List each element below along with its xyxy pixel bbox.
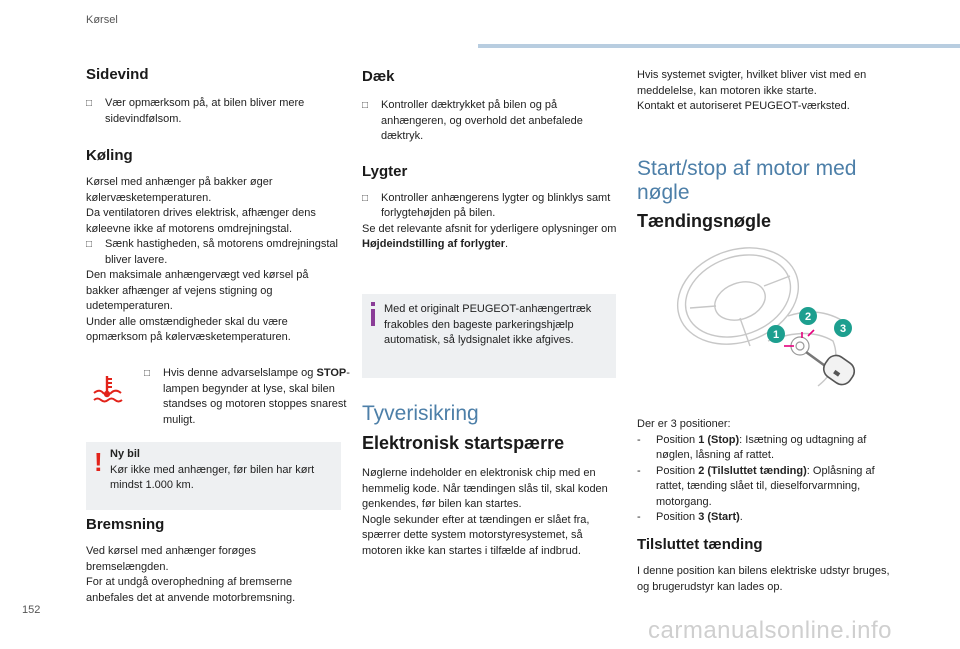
col3-top — [637, 68, 892, 115]
position-arrows-icon — [784, 330, 814, 346]
bullet-marker-icon: □ — [86, 98, 93, 109]
bremsning-title: Bremsning — [86, 516, 165, 533]
col3-p2: Kontakt et autoriseret PEUGEOT-værksted. — [637, 100, 850, 112]
elektronisk-p1: Nøglerne indeholder en elektronisk chip med en hemmelig kode. Når tændingen slås til, skal koden genkendes, før bilen kan startes. — [362, 467, 608, 510]
position-1-label: 1 — [772, 329, 780, 341]
bremsning-section — [86, 516, 341, 606]
info-icon — [368, 302, 378, 326]
lygter-title: Lygter — [362, 162, 408, 180]
col2-top — [362, 68, 617, 253]
bremsning-p1: Ved kørsel med anhænger forøges bremselængden. — [86, 545, 256, 573]
ignition-figure — [668, 246, 878, 396]
running-header: Kørsel — [86, 14, 118, 26]
koling-bullet: □ Sænk hastigheden, så motorens omdrejningstal bliver lavere. — [86, 238, 338, 266]
position-2-label: 2 — [804, 311, 812, 323]
tilsluttet-text: I denne position kan bilens elektriske udstyr bruges, og brugerudstyr kan lades op. — [637, 565, 890, 593]
koling-p1: Kørsel med anhænger på bakker øger kølervæsketemperaturen. — [86, 176, 273, 204]
tilsluttet-title: Tilsluttet tænding — [637, 536, 763, 553]
elektronisk-title: Elektronisk startspærre — [362, 433, 565, 453]
bullet-marker-icon: □ — [362, 100, 369, 111]
tyverisikring-title: Tyverisikring — [362, 402, 479, 425]
position-1-item: - Position 1 (Stop): Isætning og udtagning af nøglen, låsning af rattet. — [637, 433, 867, 461]
position-2-item: - Position 2 (Tilsluttet tænding): Oplåsning af rattet, tænding slået til, dieselforvarmning, motorgang. — [637, 464, 875, 508]
watermark: carmanualsonline.info — [648, 617, 892, 644]
koling-p3: Den maksimale anhængervægt ved kørsel på bakker afhænger af vejens stigning og udetemperaturen. — [86, 269, 309, 312]
koling-p4: Under alle omstændigheder skal du være opmærksom på kølervæsketemperaturen. — [86, 315, 291, 343]
coolant-temperature-icon — [91, 372, 127, 408]
header-line-left — [0, 44, 470, 48]
info-box — [362, 294, 616, 378]
koling-p2: Da ventilatoren drives elektrisk, afhænger dens køleevne ikke af motorens omdrejningstal. — [86, 207, 316, 235]
taendingsnogle-title: Tændingsnøgle — [637, 211, 771, 231]
col1-top — [86, 66, 341, 346]
bullet-marker-icon: □ — [86, 239, 93, 250]
bullet-marker-icon: □ — [362, 192, 369, 204]
ny-bil-text: Ny bil Kør ikke med anhænger, før bilen har kørt mindst 1.000 km. — [110, 448, 315, 491]
warning-lamp-block — [86, 362, 350, 432]
koling-title: Køling — [86, 147, 133, 164]
key-icon — [806, 352, 858, 389]
startstop-title: Start/stop af motor med nøgle — [637, 157, 857, 204]
daek-bullet: □ Kontroller dæktrykket på bilen og på anhængeren, og overhold det anbefalede dæktryk. — [362, 99, 583, 142]
ny-bil-box — [86, 442, 341, 510]
lygter-bullet: □ Kontroller anhængerens lygter og blinklys samt forlygtehøjden på bilen. — [362, 191, 611, 219]
warning-lamp-text: □ Hvis denne advarselslampe og STOP-lampen begynder at lyse, skal bilen standses og motoren stoppes snarest muligt. — [144, 367, 350, 426]
sidevind-bullet: □ Vær opmærksom på, at bilen bliver mere sidevindfølsom. — [86, 97, 305, 125]
position-3-item: - Position 3 (Start). — [637, 511, 743, 523]
lygter-p1: Se det relevante afsnit for yderligere oplysninger om Højdeindstilling af forlygter. — [362, 222, 617, 250]
info-text: Med et originalt PEUGEOT-anhængertræk frakobles den bageste parkeringshjælp automatisk, så lydsignalet ikke afgives. — [384, 303, 592, 346]
tilsluttet-section — [637, 536, 892, 595]
elektronisk-section — [362, 466, 617, 559]
sidevind-title: Sidevind — [86, 66, 149, 83]
exclamation-icon: ! — [94, 447, 103, 477]
bremsning-p2: For at undgå overophedning af bremserne anbefales det at anvende motorbremsning. — [86, 576, 296, 604]
positions-section — [637, 417, 892, 526]
page-number: 152 — [22, 604, 41, 616]
bullet-marker-icon: □ — [144, 368, 151, 379]
daek-title: Dæk — [362, 68, 395, 85]
elektronisk-p2: Nogle sekunder efter at tændingen er slået fra, spærrer dette system motorstyresystemet, så motoren ikke kan startes i tilfælde af indbrud. — [362, 513, 590, 557]
positions-intro: Der er 3 positioner: — [637, 418, 731, 430]
header-line-right — [478, 44, 960, 48]
col3-p1: Hvis systemet svigter, hvilket bliver vist med en meddelelse, kan motoren ikke starte. — [637, 69, 867, 97]
position-3-label: 3 — [839, 323, 847, 335]
